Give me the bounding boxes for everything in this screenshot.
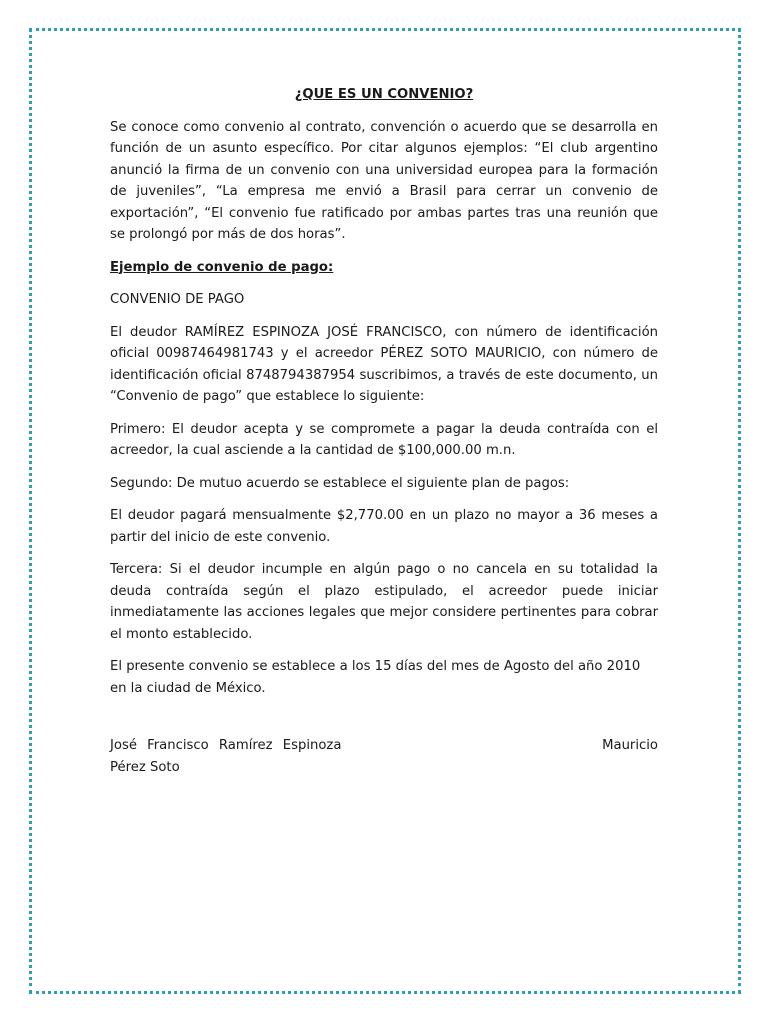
clause-third: Tercera: Si el deudor incumple en algún pago o no cancela en su totalidad la deuda contraída según el plazo estipulado, el acreedor puede iniciar inmediatamente las acciones legales que mejor considere pertinentes para cobrar el monto establecido. xyxy=(110,562,658,642)
intro-paragraph: Se conoce como convenio al contrato, convención o acuerdo que se desarrolla en función de un asunto específico. Por citar algunos ejemplos: “El club argentino anunció la firma de un convenio con una universidad europea para la formación de juveniles”, “La empresa me envió a Brasil para cerrar un convenio de exportación”, “El convenio fue ratificado por ambas partes tras una reunión que se prolongó por más de dos horas”. xyxy=(110,119,658,242)
signature-debtor: José Francisco Ramírez Espinoza xyxy=(110,738,342,753)
example-heading: Ejemplo de convenio de pago: xyxy=(110,259,334,275)
signature-creditor-first: Mauricio xyxy=(602,738,658,753)
clause-second: Segundo: De mutuo acuerdo se establece el siguiente plan de pagos: xyxy=(110,475,570,491)
signature-block xyxy=(110,735,658,778)
clause-first: Primero: El deudor acepta y se compromete a pagar la deuda contraída con el acreedor, la cual asciende a la cantidad de $100,000.00 m.n. xyxy=(110,421,658,458)
payment-plan: El deudor pagará mensualmente $2,770.00 en un plazo no mayor a 36 meses a partir del inicio de este convenio. xyxy=(110,508,658,545)
document-body xyxy=(110,84,658,778)
document-title: ¿QUE ES UN CONVENIO? xyxy=(294,87,474,102)
closing-paragraph: El presente convenio se establece a los 15 días del mes de Agosto del año 2010 en la ciudad de México. xyxy=(110,659,641,696)
signature-line xyxy=(110,735,658,757)
signature-creditor-rest: Pérez Soto xyxy=(110,759,180,775)
agreement-title: CONVENIO DE PAGO xyxy=(110,292,245,307)
parties-paragraph: El deudor RAMÍREZ ESPINOZA JOSÉ FRANCISCO, con número de identificación oficial 00987464981743 y el acreedor PÉREZ SOTO MAURICIO, con número de identificación oficial 8748794387954 suscribimos, a través de este documento, un “Convenio de pago” que establece lo siguiente: xyxy=(110,324,658,404)
